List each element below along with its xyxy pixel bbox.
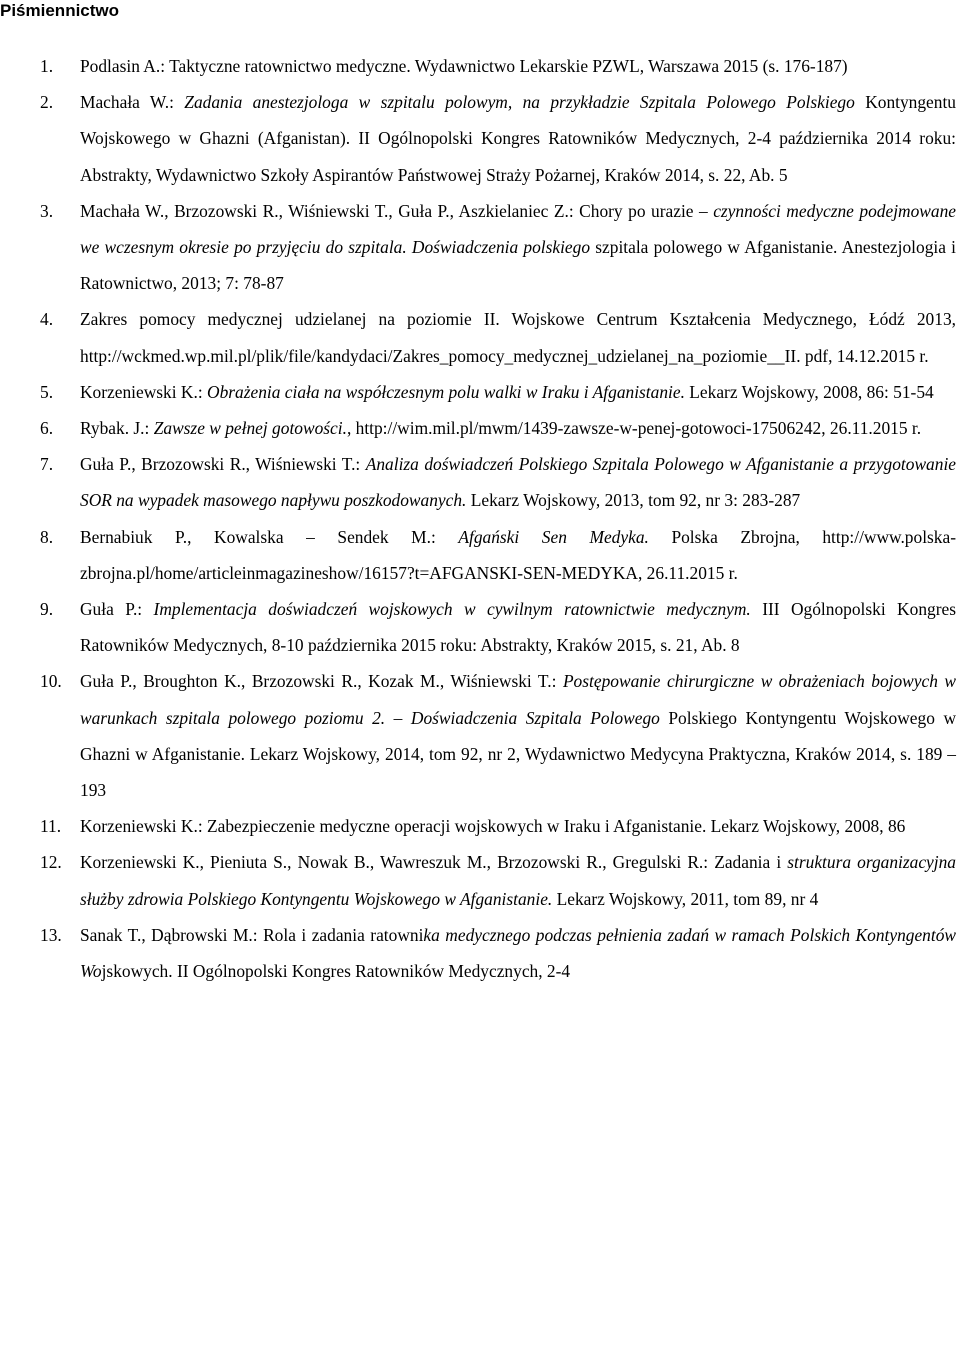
reference-item <box>0 193 956 302</box>
reference-number: 9. <box>40 599 54 620</box>
reference-text: Korzeniewski K.: <box>80 381 208 402</box>
reference-text: III Ogólnopolski Kongres Ratowników Medycznych, 8-10 października 2015 roku: Abstrakty, Kraków 2015, s. 21, Ab. 8 <box>80 599 956 656</box>
reference-item <box>0 374 956 410</box>
reference-item <box>0 917 956 989</box>
reference-number: 2. <box>40 92 54 113</box>
reference-title-text: Afgański Sen Medyka. <box>458 526 649 547</box>
reference-title-text: Analiza doświadczeń Polskiego Szpitala Polowego w Afganistanie a przygotowanie SOR na wypadek masowego napływu poszkodowanych. <box>80 454 956 511</box>
reference-text: jskowych. II Ogólnopolski Kongres Ratowników Medycznych, 2-4 <box>101 961 571 982</box>
reference-number: 7. <box>40 454 54 475</box>
reference-text: Zakres pomocy medycznej udzielanej na poziomie II. Wojskowe Centrum Kształcenia Medycznego, Łódź 2013, http://wckmed.wp.mil.pl/plik/file/kandydaci/Zakres_pomocy_medycznej_udzielanej_na_poziomie__II. pdf, 14.12.2015 r. <box>80 309 956 366</box>
reference-title-text: Implementacja doświadczeń wojskowych w cywilnym ratownictwie medycznym. <box>153 599 751 620</box>
reference-number: 4. <box>40 309 54 330</box>
reference-text: Machała W., Brzozowski R., Wiśniewski T., Guła P., Aszkielaniec Z.: Chory po urazie – <box>80 200 714 221</box>
reference-number: 3. <box>40 200 54 221</box>
reference-text: Machała W.: <box>80 92 185 113</box>
reference-number: 11. <box>40 816 62 837</box>
reference-list <box>0 48 956 989</box>
reference-item <box>0 808 956 844</box>
reference-text: Guła P., Brzozowski R., Wiśniewski T.: <box>80 454 366 475</box>
reference-item <box>0 591 956 663</box>
reference-number: 12. <box>40 852 62 873</box>
reference-text: Polska Zbrojna, http://www.polska-zbrojna.pl/home/articleinmagazineshow/16157?t=AFGANSKI-SEN-MEDYKA, 26.11.2015 r. <box>80 526 957 583</box>
reference-number: 10. <box>40 671 62 692</box>
reference-title-text: Zadania anestezjologa w szpitalu polowym, na przykładzie Szpitala Polowego Polskiego <box>184 92 855 113</box>
reference-number: 5. <box>40 381 54 402</box>
reference-number: 8. <box>40 526 54 547</box>
reference-title-text: czynności medyczne podejmowane we wczesnym okresie po przyjęciu do szpitala. Doświadczenia polskiego <box>80 200 956 258</box>
reference-text: Korzeniewski K., Pieniuta S., Nowak B., Wawreszuk M., Brzozowski R., Gregulski R.: Zadania i <box>80 852 788 873</box>
reference-item <box>0 48 956 84</box>
reference-text: Lekarz Wojskowy, 2011, tom 89, nr 4 <box>552 888 819 909</box>
reference-text: Sanak T., Dąbrowski M.: Rola i zadania ratowni <box>80 924 424 945</box>
reference-item <box>0 446 956 518</box>
reference-title-text: ka medycznego podczas pełnienia zadań w ramach Polskich Kontyngentów Wo <box>80 924 957 982</box>
reference-number: 6. <box>40 418 54 439</box>
reference-item <box>0 519 956 591</box>
reference-item <box>0 410 956 446</box>
reference-text: Podlasin A.: Taktyczne ratownictwo medyczne. Wydawnictwo Lekarskie PZWL, Warszawa 2015 (s. 176-187) <box>80 56 848 76</box>
reference-number: 1. <box>40 56 54 76</box>
reference-item <box>0 84 956 193</box>
reference-item <box>0 301 956 373</box>
reference-text: Lekarz Wojskowy, 2008, 86: 51-54 <box>684 381 934 402</box>
reference-text: Bernabiuk P., Kowalska – Sendek M.: <box>80 526 459 547</box>
reference-text: Rybak. J.: <box>80 418 154 439</box>
reference-title-text: Zawsze w pełnej gotowości. <box>153 418 347 439</box>
reference-item <box>0 663 956 808</box>
reference-text: Lekarz Wojskowy, 2013, tom 92, nr 3: 283-287 <box>466 490 801 511</box>
reference-text: szpitala polowego w Afganistanie. Anestezjologia i Ratownictwo, 2013; 7: 78-87 <box>80 237 956 294</box>
reference-text: Guła P.: <box>80 599 154 620</box>
reference-text: , http://wim.mil.pl/mwm/1439-zawsze-w-penej-gotowoci-17506242, 26.11.2015 r. <box>346 418 922 439</box>
reference-number: 13. <box>40 924 62 945</box>
reference-text: Polskiego Kontyngentu Wojskowego w Ghazni w Afganistanie. Lekarz Wojskowy, 2014, tom 92, nr 2, Wydawnictwo Medycyna Praktyczna, Kraków 2014, s. 189 – 193 <box>80 707 957 801</box>
reference-text: Kontyngentu Wojskowego w Ghazni (Afganistan). II Ogólnopolski Kongres Ratowników Medycznych, 2-4 października 2014 roku: Abstrakty, Wydawnictwo Szkoły Aspirantów Państwowej Straży Pożarnej, Kraków 2014, s. 22, Ab. 5 <box>80 92 957 185</box>
reference-item <box>0 844 956 916</box>
reference-text: Guła P., Broughton K., Brzozowski R., Kozak M., Wiśniewski T.: <box>80 671 563 692</box>
reference-title-text: Postępowanie chirurgiczne w obrażeniach bojowych w warunkach szpitala polowego poziomu 2. – Doświadczenia Szpitala Polowego <box>80 671 956 728</box>
reference-text: Korzeniewski K.: Zabezpieczenie medyczne operacji wojskowych w Iraku i Afganistanie. Lekarz Wojskowy, 2008, 86 <box>80 816 906 837</box>
reference-title-text: struktura organizacyjna służby zdrowia Polskiego Kontyngentu Wojskowego w Afganistanie. <box>80 852 956 909</box>
page-heading: Piśmiennictwo <box>0 1 120 20</box>
reference-title-text: Obrażenia ciała na współczesnym polu walki w Iraku i Afganistanie. <box>207 381 685 402</box>
